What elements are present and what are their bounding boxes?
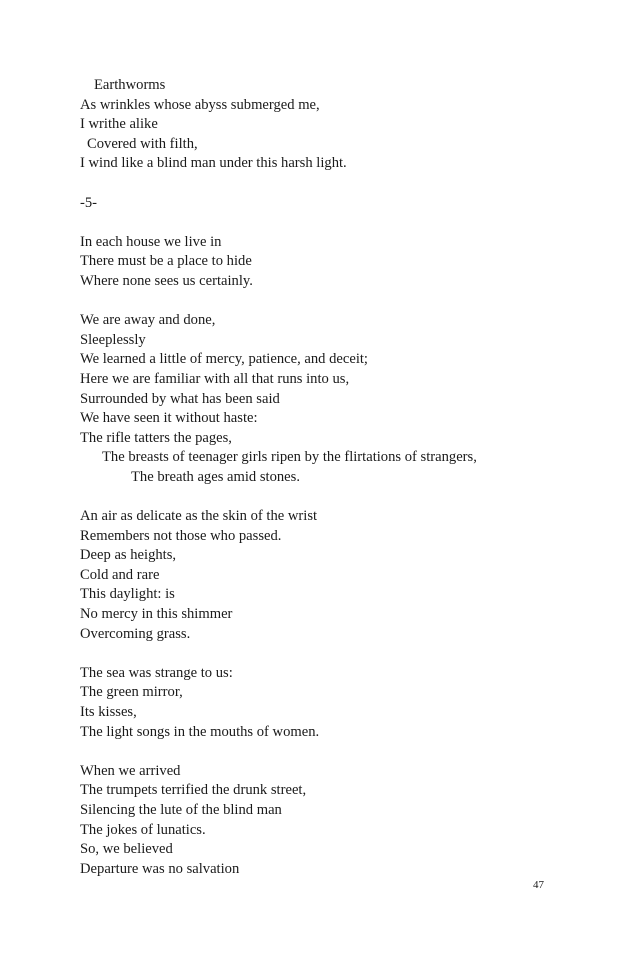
poem-line: Here we are familiar with all that runs into us,: [80, 370, 350, 387]
page-number: 47: [533, 879, 544, 891]
stanza-break: [80, 174, 600, 194]
poem-line: An air as delicate as the skin of the wrist: [80, 508, 318, 525]
poem-line: In each house we live in: [80, 233, 222, 250]
poem-line: Silencing the lute of the blind man: [80, 801, 282, 818]
poem-line: This daylight: is: [80, 586, 175, 603]
poem-line: Surrounded by what has been said: [80, 390, 280, 407]
poem-line: The green mirror,: [80, 684, 183, 701]
poem-line: Deep as heights,: [80, 547, 177, 564]
stanza-break: [80, 292, 600, 312]
stanza-2: [80, 311, 600, 487]
poem-line: The trumpets terrified the drunk street,: [80, 782, 307, 799]
stanza-break: [80, 487, 600, 507]
poem-line: The light songs in the mouths of women.: [80, 723, 320, 740]
poem-line: I wind like a blind man under this harsh light.: [80, 155, 347, 172]
section-number: -5-: [80, 194, 98, 211]
poem-line: Cold and rare: [80, 566, 160, 583]
stanza-break: [80, 644, 600, 664]
poem-line: Departure was no salvation: [80, 860, 240, 877]
stanza-3: [80, 507, 600, 644]
poem-line: The breath ages amid stones.: [131, 468, 300, 485]
stanza-5: [80, 762, 600, 880]
poem-line: We are away and done,: [80, 312, 216, 329]
stanza-4: [80, 664, 600, 742]
poem-line: Its kisses,: [80, 704, 137, 720]
poem-line: When we arrived: [80, 762, 181, 779]
poem-line: Remembers not those who passed.: [80, 527, 282, 544]
stanza-break: [80, 213, 600, 233]
poem-line: So, we believed: [80, 841, 173, 858]
poem-line: Earthworms: [94, 77, 166, 93]
poem-line: The breasts of teenager girls ripen by the flirtations of strangers,: [102, 449, 477, 466]
poem-body: [80, 76, 600, 879]
poem-line: Sleeplessly: [80, 331, 146, 348]
poem-line: We have seen it without haste:: [80, 410, 258, 427]
poem-line: Where none sees us certainly.: [80, 272, 253, 289]
poem-line: No mercy in this shimmer: [80, 606, 233, 623]
stanza-1: [80, 233, 600, 292]
poem-line: As wrinkles whose abyss submerged me,: [80, 96, 320, 113]
stanza-top: [80, 76, 600, 174]
poem-line: The sea was strange to us:: [80, 664, 233, 681]
poem-line: We learned a little of mercy, patience, and deceit;: [80, 351, 368, 368]
stanza-break: [80, 742, 600, 762]
poem-line: There must be a place to hide: [80, 253, 252, 270]
poem-line: Overcoming grass.: [80, 625, 191, 642]
poem-line: The rifle tatters the pages,: [80, 429, 232, 446]
poem-line: The jokes of lunatics.: [80, 821, 206, 838]
poem-line: Covered with filth,: [87, 135, 198, 152]
poem-line: I writhe alike: [80, 116, 158, 133]
